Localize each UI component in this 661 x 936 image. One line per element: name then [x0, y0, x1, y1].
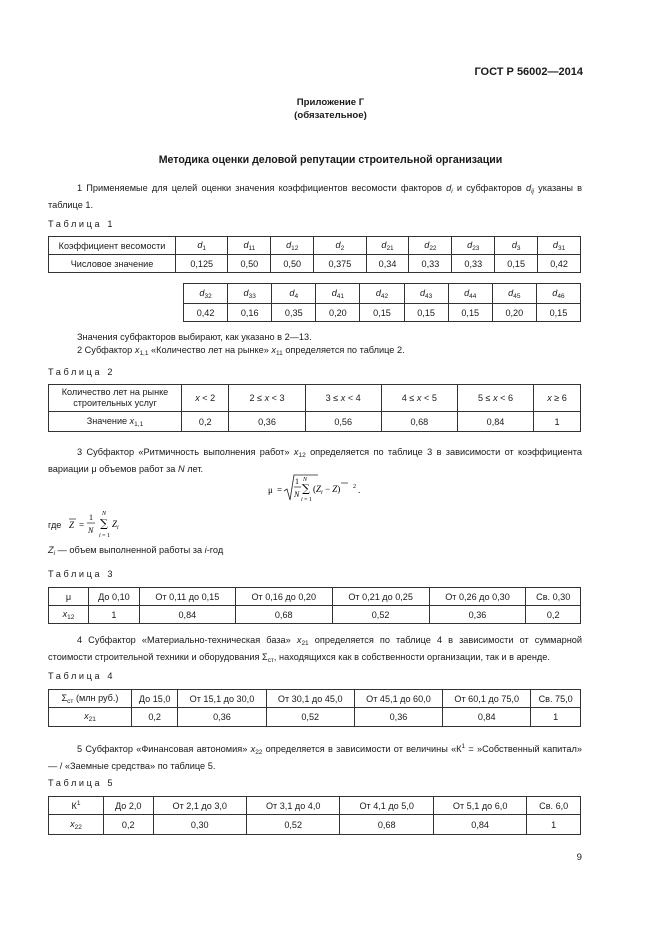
table-cell: 0,52 — [332, 606, 429, 624]
table-cell: 0,50 — [271, 255, 314, 273]
p1-part-b: и субфакторов — [456, 183, 522, 193]
p4-part-b: определяется по таблице 4 в зависимости от суммарной стоимости строительной техники и оборудования — [48, 635, 583, 662]
table-cell: 0,15 — [404, 304, 448, 322]
zbar-sum-upper: N — [102, 511, 107, 517]
table-cell: 0,52 — [266, 708, 354, 727]
table-cell: 0,84 — [457, 412, 533, 432]
table-header-cell: От 45,1 до 60,0 — [354, 690, 442, 708]
p5-part-c: = »Собственный капитал» — / «Заемные средства» по таблице 5. — [48, 744, 582, 771]
table-1b-value-row — [184, 304, 581, 322]
table-header-cell: Св. 75,0 — [531, 690, 581, 708]
t1-h-d33: $d_{33}$ — [228, 284, 272, 304]
table-header-cell: От 4,1 до 5,0 — [340, 797, 433, 815]
table-header-cell: До 0,10 — [89, 588, 140, 606]
zbar-n: N — [88, 526, 94, 535]
table-5-header-row — [49, 797, 581, 815]
zbar-one: 1 — [89, 513, 93, 522]
appendix-heading — [0, 96, 661, 122]
p3-part-c: лет. — [187, 463, 204, 474]
p3-part-a: 3 Субфактор «Ритмичность выполнения работ» — [77, 447, 290, 457]
table-cell: 0,68 — [340, 815, 433, 835]
table-cell: 0,36 — [429, 606, 526, 624]
standard-number: ГОСТ Р 56002—2014 — [474, 66, 583, 78]
table-5-caption: Таблица 5 — [48, 778, 116, 788]
formula-n: N — [294, 490, 300, 499]
formula-eq: = — [277, 485, 283, 495]
table-header-cell: От 15,1 до 30,0 — [178, 690, 266, 708]
t1-h-d44: $d_{44}$ — [448, 284, 492, 304]
table-cell: 0,33 — [409, 255, 452, 273]
table-cell: 0,20 — [492, 304, 536, 322]
table-cell: 1 — [527, 815, 581, 835]
t2-header-label: Количество лет на рынке строительных услуг — [49, 385, 182, 412]
zi-note-text: — объем выполненной работы за — [57, 545, 203, 555]
table-header-cell: От 0,11 до 0,15 — [139, 588, 235, 606]
p4-part-c: , находящихся как в собственности организации, так и в аренде. — [273, 651, 550, 662]
table-cell: 0,84 — [443, 708, 531, 727]
table-cell: 0,15 — [495, 255, 538, 273]
paragraph-2: 2 Субфактор $x_{1,1}$ «Количество лет на рынке» $x_{11}$ определяется по таблице 2. — [77, 345, 405, 357]
t2-h-2: 2 ≤ x < 3 — [229, 385, 305, 412]
method-title: Методика оценки деловой репутации строительной организации — [158, 154, 503, 166]
table-cell: 0,42 — [184, 304, 228, 322]
table-3 — [48, 587, 581, 624]
table-cell: 0,68 — [235, 606, 332, 624]
t1-h-d21: $d_{21}$ — [366, 237, 409, 255]
table-2-caption: Таблица 2 — [48, 367, 116, 377]
zbar-zi: $Z_i$ — [112, 519, 119, 531]
table-cell: 0,34 — [366, 255, 409, 273]
formula-one: 1 — [295, 477, 299, 486]
t2-h-6: x ≥ 6 — [534, 385, 581, 412]
table-cell: 0,2 — [526, 606, 581, 624]
p2-part-c: определяется по таблице 2. — [285, 345, 405, 355]
p3-part-b: определяется по таблице 3 в зависимости от коэффициента вариации μ объемов работ за — [48, 447, 582, 474]
t2-h-4: 4 ≤ x < 5 — [381, 385, 457, 412]
appendix-title: Приложение Г — [296, 97, 365, 108]
table-1b — [183, 283, 581, 322]
table-cell: 0,30 — [153, 815, 246, 835]
table-header-cell: От 5,1 до 6,0 — [433, 797, 526, 815]
table-cell: 1 — [89, 606, 140, 624]
formula-square: 2 — [353, 484, 356, 490]
table-header-cell: От 0,21 до 0,25 — [332, 588, 429, 606]
t1-h-d23: $d_{23}$ — [452, 237, 495, 255]
table-cell: 0,125 — [176, 255, 228, 273]
table-header-cell: От 30,1 до 45,0 — [266, 690, 354, 708]
formula-sum-lower: i = 1 — [301, 497, 313, 503]
table-cell: 0,84 — [139, 606, 235, 624]
t1-h-d31: $d_{31}$ — [538, 237, 581, 255]
p1-part-c: указаны в таблице 1. — [48, 183, 583, 210]
p1-part-a: 1 Применяемые для целей оценки значения коэффициентов весомости факторов — [77, 183, 442, 193]
p5-part-b: определяется в зависимости от величины «К — [265, 744, 462, 754]
table-1a-header-row — [49, 237, 581, 255]
where-label: где — [48, 520, 62, 530]
table-cell: 0,16 — [228, 304, 272, 322]
t1-h-d43: $d_{43}$ — [404, 284, 448, 304]
table-cell: 0,2 — [104, 815, 154, 835]
table-cell: 0,36 — [178, 708, 266, 727]
t1-h-d4: $d_4$ — [272, 284, 316, 304]
zbar-formula — [66, 507, 136, 543]
table-3-value-row — [49, 606, 581, 624]
table-1-caption: Таблица 1 — [48, 219, 116, 229]
table-cell: 0,15 — [448, 304, 492, 322]
t1-h-d41: $d_{41}$ — [316, 284, 360, 304]
table-2-value-row — [49, 412, 581, 432]
table-header-cell: От 2,1 до 3,0 — [153, 797, 246, 815]
mu-formula — [255, 472, 385, 506]
t1-h-d11: $d_{11}$ — [228, 237, 271, 255]
t2-row-label: Значение $x_{1,1}$ — [49, 412, 182, 432]
table-4-caption: Таблица 4 — [48, 671, 116, 681]
t3-h-mu: μ — [49, 588, 89, 606]
table-2-header-row — [49, 385, 581, 412]
table-cell: 0,375 — [314, 255, 366, 273]
table-cell: 0,15 — [536, 304, 580, 322]
t5-h-k: $К^1$ — [49, 797, 104, 815]
t1-h-d46: $d_{46}$ — [536, 284, 580, 304]
t1-h-d42: $d_{42}$ — [360, 284, 404, 304]
page-number: 9 — [576, 852, 582, 863]
p5-part-a: 5 Субфактор «Финансовая автономия» — [77, 744, 248, 754]
formula-sum-upper: N — [303, 477, 308, 483]
zbar-symbol: Z — [69, 520, 75, 530]
table-5 — [48, 796, 581, 835]
t3-row-label: $x_{12}$ — [49, 606, 89, 624]
table-cell: 0,68 — [381, 412, 457, 432]
table-header-cell: От 3,1 до 4,0 — [246, 797, 339, 815]
paragraph-3: 3 Субфактор «Ритмичность выполнения работ» $x_{12}$ определяется по таблице 3 в зависимости от коэффициента вариации μ объемов работ за N лет. — [48, 447, 582, 474]
formula-mu: μ — [268, 485, 273, 495]
t1-h-d45: $d_{45}$ — [492, 284, 536, 304]
table-header-cell: До 15,0 — [132, 690, 178, 708]
table-header-cell: Св. 0,30 — [526, 588, 581, 606]
table-cell: 1 — [531, 708, 581, 727]
table-cell: 0,2 — [182, 412, 229, 432]
t1-h-d32: $d_{32}$ — [184, 284, 228, 304]
paragraph-1: 1 Применяемые для целей оценки значения коэффициентов весомости факторов $d_i$ и субфакторов $d_{ij}$ указаны в таблице 1. — [48, 183, 583, 210]
t4-h-unit: (млн руб.) — [75, 692, 119, 703]
table-header-cell: От 0,16 до 0,20 — [235, 588, 332, 606]
t2-h-5: 5 ≤ x < 6 — [457, 385, 533, 412]
t1-h-d22: $d_{22}$ — [409, 237, 452, 255]
table-2 — [48, 384, 581, 432]
zi-note-end: -год — [206, 545, 224, 555]
table-1a — [48, 236, 581, 273]
table-3-header-row — [49, 588, 581, 606]
t2-row-label-text: Значение — [86, 415, 128, 426]
table-cell: 0,36 — [354, 708, 442, 727]
zbar-eq: = — [79, 520, 85, 530]
t4-h-sum: $\Sigma_{ст}$ (млн руб.) — [49, 690, 132, 708]
table-cell: 0,20 — [316, 304, 360, 322]
table-4 — [48, 689, 581, 727]
table-cell: 0,84 — [433, 815, 526, 835]
table-4-header-row — [49, 690, 581, 708]
table-cell: 0,36 — [229, 412, 305, 432]
table-4-value-row — [49, 708, 581, 727]
table-cell: 0,42 — [538, 255, 581, 273]
p2-part-a: 2 Субфактор — [77, 345, 133, 355]
table-cell: 0,35 — [272, 304, 316, 322]
t2-h-3: 3 ≤ x < 4 — [305, 385, 381, 412]
formula-body: $(Z_i - Z)$ — [313, 484, 341, 496]
table-header-cell: От 0,26 до 0,30 — [429, 588, 526, 606]
p4-part-a: 4 Субфактор «Материально-техническая база» — [77, 635, 291, 645]
table-3-caption: Таблица 3 — [48, 569, 116, 579]
table-cell: 0,15 — [360, 304, 404, 322]
t4-row-label: $x_{21}$ — [49, 708, 132, 727]
paragraph-5: 5 Субфактор «Финансовая автономия» $x_{22}$ определяется в зависимости от величины «$К^1$ = »Собственный капитал» — / «Заемные средства» по таблице 5. — [48, 743, 582, 771]
t1-h-d12: $d_{12}$ — [271, 237, 314, 255]
t5-row-label: $x_{22}$ — [49, 815, 104, 835]
p2-part-b: «Количество лет на рынке» — [151, 345, 269, 355]
subfactor-note-text: Значения субфакторов выбирают, как указано в 2—13. — [77, 332, 312, 342]
table-header-cell: Св. 6,0 — [527, 797, 581, 815]
t1-h-d1: $d_1$ — [176, 237, 228, 255]
subfactor-note — [48, 331, 582, 344]
table-5-value-row — [49, 815, 581, 835]
table-header-cell: От 60,1 до 75,0 — [443, 690, 531, 708]
zi-note: $Z_i$ — объем выполненной работы за i-год — [48, 545, 224, 557]
table-1a-value-row — [49, 255, 581, 273]
table-cell: 0,2 — [132, 708, 178, 727]
table-cell: 0,52 — [246, 815, 339, 835]
table-cell: 0,33 — [452, 255, 495, 273]
formula-sigma: ∑ — [302, 482, 310, 495]
t1-value-label: Числовое значение — [49, 255, 176, 273]
t1-h-d2: $d_2$ — [314, 237, 366, 255]
zbar-sigma: ∑ — [100, 517, 108, 530]
t2-h-1: x < 2 — [182, 385, 229, 412]
table-1b-header-row — [184, 284, 581, 304]
t1-coef-label: Коэффициент весомости — [49, 237, 176, 255]
table-cell: 0,56 — [305, 412, 381, 432]
formula-dot: . — [358, 485, 361, 495]
t1-h-d3: $d_3$ — [495, 237, 538, 255]
table-cell: 1 — [534, 412, 581, 432]
zbar-sum-lower: i = 1 — [99, 533, 111, 539]
table-cell: 0,50 — [228, 255, 271, 273]
appendix-status: (обязательное) — [294, 110, 367, 121]
paragraph-4: 4 Субфактор «Материально-техническая база» $x_{21}$ определяется по таблице 4 в зависимости от суммарной стоимости строительной техники и оборудования $\Sigma_{ст}$, находящихся как в собственности организации, так и в аренде. — [48, 635, 583, 664]
table-header-cell: До 2,0 — [104, 797, 154, 815]
